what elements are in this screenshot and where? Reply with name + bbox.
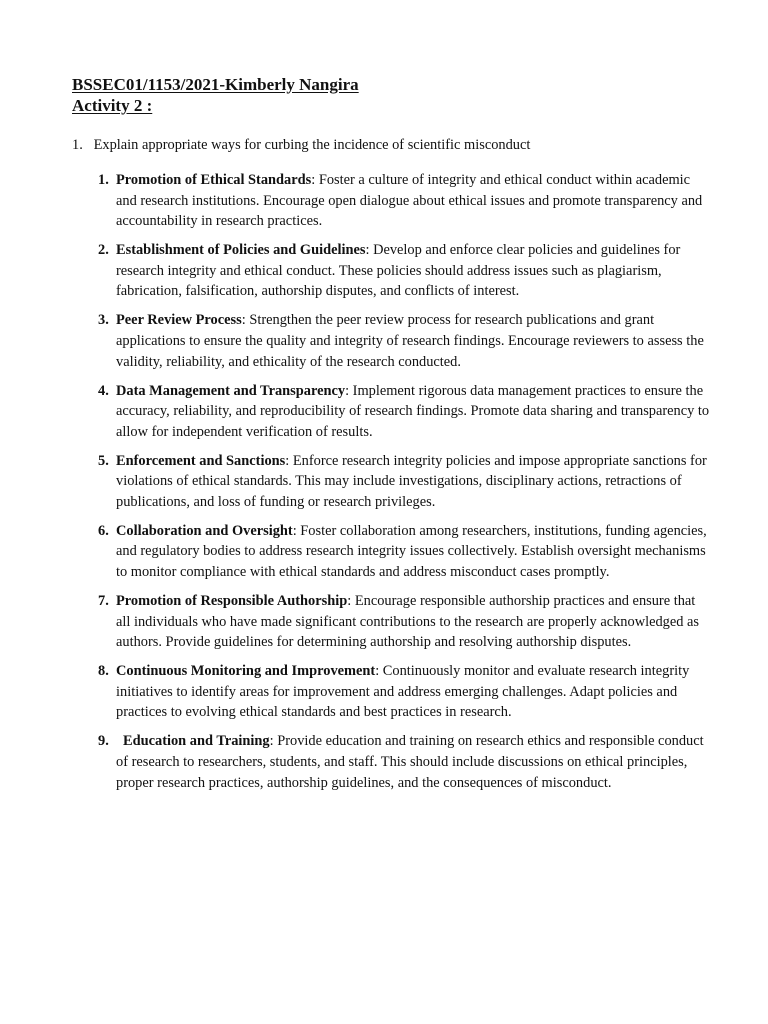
list-item-number: 6. bbox=[98, 522, 109, 539]
list-item-term: Education and Training bbox=[123, 733, 270, 750]
question-number: 1. bbox=[72, 137, 83, 153]
document-heading bbox=[72, 74, 359, 116]
list-item-term: Peer Review Process bbox=[116, 312, 242, 329]
list-item bbox=[72, 381, 712, 443]
list-item-term: Enforcement and Sanctions bbox=[116, 452, 286, 469]
list-item-term: Continuous Monitoring and Improvement bbox=[116, 663, 376, 680]
list-item-term: Establishment of Policies and Guidelines bbox=[116, 242, 366, 259]
list-item-term: Promotion of Ethical Standards bbox=[116, 172, 312, 188]
list-item-number: 2. bbox=[98, 242, 109, 259]
list-item bbox=[72, 310, 712, 372]
list-item-number: 8. bbox=[98, 663, 109, 680]
list-item bbox=[72, 170, 712, 232]
list-item-term: Promotion of Responsible Authorship bbox=[116, 593, 348, 610]
list-item-term: Collaboration and Oversight bbox=[116, 522, 293, 539]
student-id-title: BSSEC01/1153/2021-Kimberly Nangira bbox=[72, 75, 359, 94]
activity-title: Activity 2 : bbox=[72, 96, 153, 115]
list-item-number: 4. bbox=[98, 382, 109, 399]
list-item bbox=[72, 451, 712, 513]
list-item bbox=[72, 591, 712, 653]
list-item-text: : Foster collaboration among researchers, institutions, funding agencies, and regulatory bodies to address research integrity issues collectively. Establish oversight mechanisms to monitor compliance with ethical standards and address misconduct cases promptly. bbox=[116, 522, 707, 581]
list-item bbox=[72, 521, 712, 583]
list-item-text: : Provide education and training on research ethics and responsible conduct of research to researchers, students, and staff. This should include discussions on ethical principles, proper research practices, authorship guidelines, and the consequences of misconduct. bbox=[116, 733, 704, 791]
list-item-text: : Continuously monitor and evaluate research integrity initiatives to identify areas for improvement and address emerging challenges. Adapt policies and practices to evolving ethical standards and best practices in research. bbox=[116, 663, 690, 721]
list-item-text: : Develop and enforce clear policies and guidelines for research integrity and ethical conduct. These policies should address issues such as plagiarism, fabrication, falsification, authorship disputes, and conflicts of interest. bbox=[116, 242, 681, 300]
question-prompt bbox=[72, 136, 530, 154]
list-item-text: : Enforce research integrity policies and impose appropriate sanctions for violations of ethical standards. This may include investigations, disciplinary actions, retractions of publications, and loss of funding or research privileges. bbox=[116, 452, 707, 510]
list-item-number: 3. bbox=[98, 312, 109, 329]
list-item bbox=[72, 240, 712, 302]
list-item-text: : Strengthen the peer review process for research publications and grant applications to ensure the quality and integrity of research findings. Encourage reviewers to assess the validity, reliability, and ethicality of the research conducted. bbox=[116, 312, 704, 370]
list-item-number: 1. bbox=[98, 172, 109, 188]
question-text: Explain appropriate ways for curbing the incidence of scientific misconduct bbox=[93, 137, 531, 153]
list-item-text: : Foster a culture of integrity and ethical conduct within academic and research institutions. Encourage open dialogue about ethical issues and promote transparency and accountability in research practices. bbox=[116, 172, 703, 230]
list-item-term: Data Management and Transparency bbox=[116, 382, 346, 399]
list-item-number: 9. bbox=[98, 733, 109, 750]
list-item-text: : Implement rigorous data management practices to ensure the accuracy, reliability, and reproducibility of research findings. Promote data sharing and transparency to allow for independent verification of results. bbox=[116, 382, 710, 440]
list-item-text: : Encourage responsible authorship practices and ensure that all individuals who have made significant contributions to the research are properly acknowledged as authors. Provide guidelines for determining authorship and resolving authorship disputes. bbox=[116, 593, 700, 651]
list-item-number: 5. bbox=[98, 452, 109, 469]
list-item bbox=[72, 731, 712, 793]
answer-list bbox=[72, 170, 712, 802]
list-item-number: 7. bbox=[98, 593, 109, 610]
list-item bbox=[72, 661, 712, 723]
